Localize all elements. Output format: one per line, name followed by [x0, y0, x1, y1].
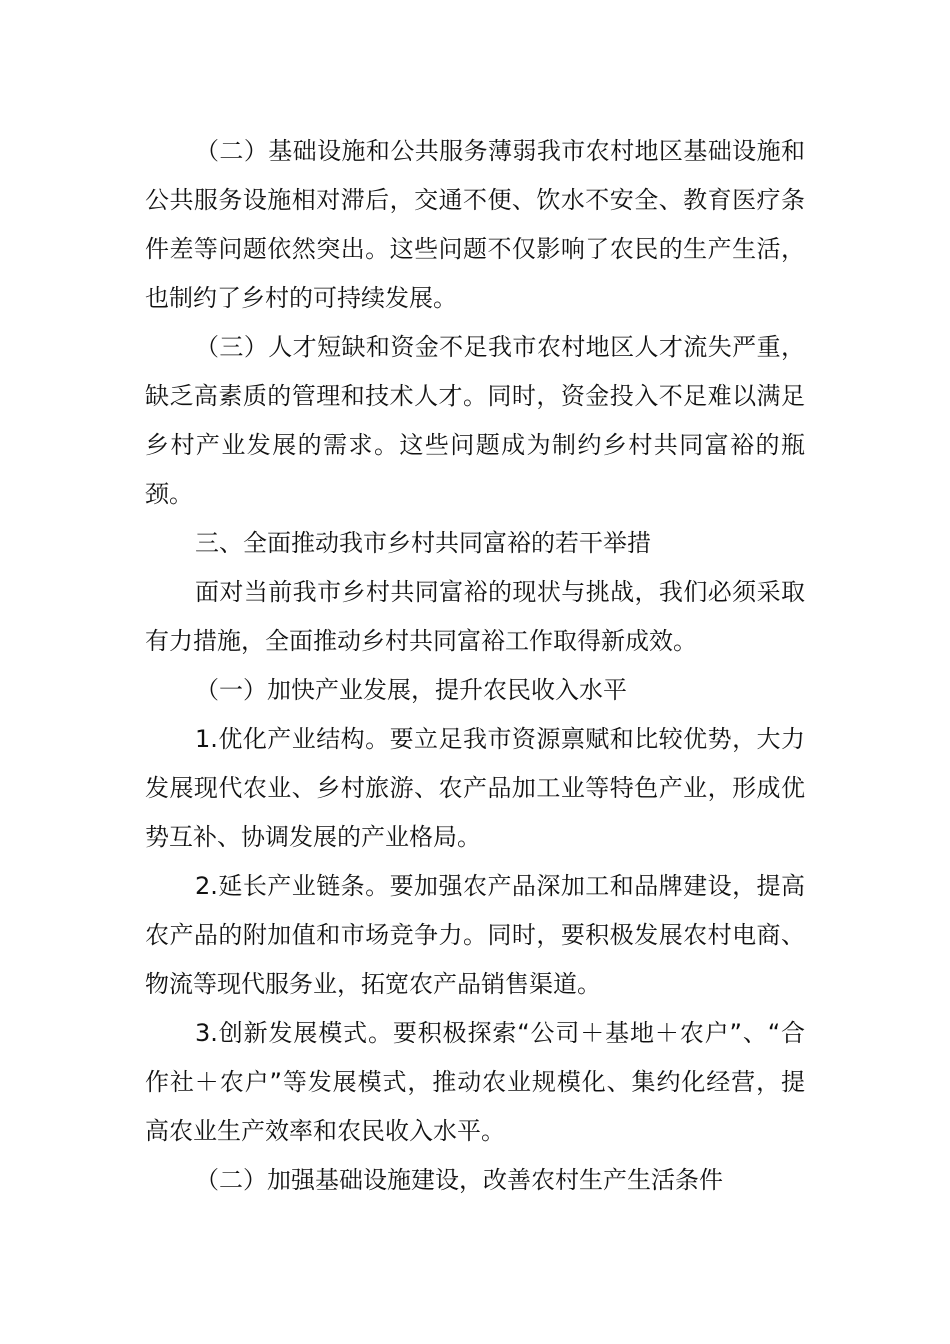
- subheading-infrastructure: （二）加强基础设施建设，改善农村生产生活条件: [195, 1166, 723, 1194]
- paragraph-innovate-model: 3.创新发展模式。要积极探索“公司＋基地＋农户”、“合作社＋农户”等发展模式，推动农业规模化、集约化经营，提高农业生产效率和农民收入水平。: [145, 1019, 805, 1145]
- paragraph-talent-funding-shortage: （三）人才短缺和资金不足我市农村地区人才流失严重，缺乏高素质的管理和技术人才。同时，资金投入不足难以满足乡村产业发展的需求。这些问题成为制约乡村共同富裕的瓶颈。: [145, 333, 805, 508]
- document-body: [145, 127, 805, 1205]
- paragraph-optimize-structure: 1.优化产业结构。要立足我市资源禀赋和比较优势，大力发展现代农业、乡村旅游、农产品加工业等特色产业，形成优势互补、协调发展的产业格局。: [145, 725, 805, 851]
- paragraph-infrastructure-weakness: （二）基础设施和公共服务薄弱我市农村地区基础设施和公共服务设施相对滞后，交通不便、饮水不安全、教育医疗条件差等问题依然突出。这些问题不仅影响了农民的生产生活，也制约了乡村的可持续发展。: [145, 137, 805, 312]
- paragraph-measures-intro: 面对当前我市乡村共同富裕的现状与挑战，我们必须采取有力措施，全面推动乡村共同富裕工作取得新成效。: [145, 578, 805, 655]
- subheading-industry-development: （一）加快产业发展，提升农民收入水平: [195, 676, 627, 704]
- section-heading-measures: 三、全面推动我市乡村共同富裕的若干举措: [195, 529, 651, 557]
- paragraph-extend-chain: 2.延长产业链条。要加强农产品深加工和品牌建设，提高农产品的附加值和市场竞争力。同时，要积极发展农村电商、物流等现代服务业，拓宽农产品销售渠道。: [145, 872, 805, 998]
